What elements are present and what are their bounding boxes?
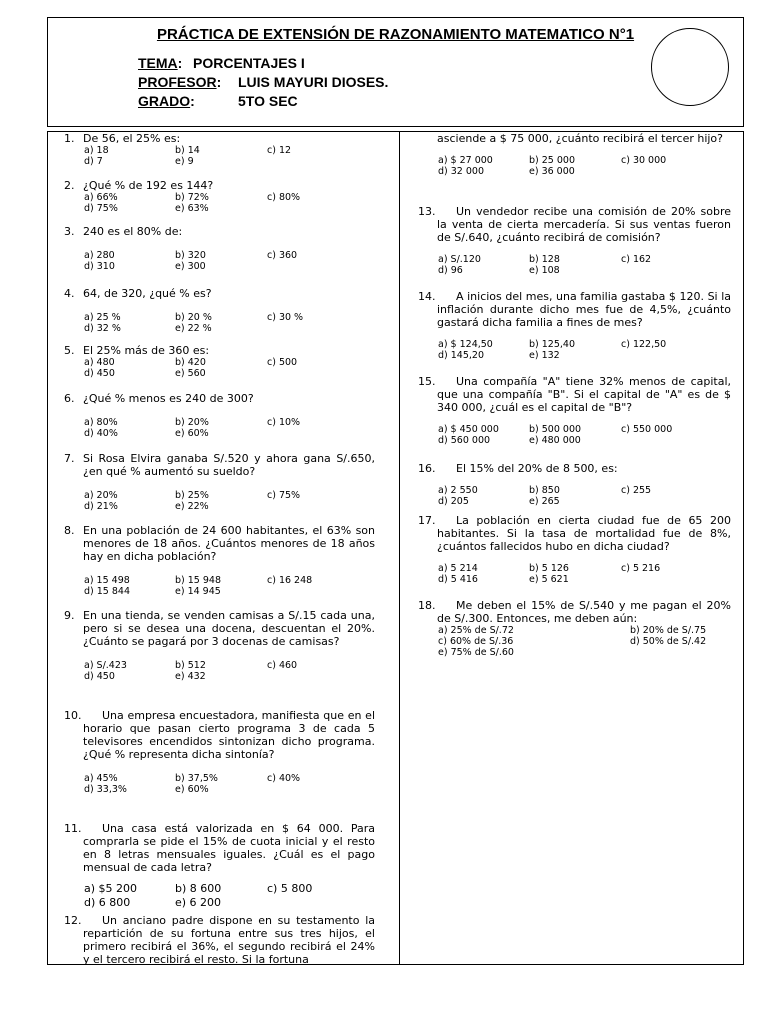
- answer-option[interactable]: a) 66%: [84, 192, 118, 203]
- answer-option[interactable]: d) 560 000: [438, 435, 491, 446]
- question-number: 15.: [418, 375, 436, 388]
- answer-option[interactable]: a) S/.423: [84, 660, 127, 671]
- options-row: [64, 773, 375, 784]
- answer-option[interactable]: d) 5 416: [438, 574, 478, 585]
- options-row: [418, 574, 731, 585]
- answer-option[interactable]: e) 60%: [175, 428, 209, 439]
- options-group: [418, 485, 731, 507]
- options-row: [64, 882, 375, 896]
- answer-option[interactable]: e) 36 000: [529, 166, 575, 177]
- question-body: En una población de 24 600 habitantes, el 63% son menores de 18 años. ¿Cuántos menores de 18 años hay en dicha población?: [83, 524, 375, 563]
- answer-option[interactable]: d) 32 %: [84, 323, 121, 334]
- question-number: 1.: [64, 132, 75, 145]
- options-group: [64, 575, 375, 597]
- answer-option[interactable]: d) 450: [84, 368, 115, 379]
- answer-option[interactable]: c) 5 216: [621, 563, 661, 574]
- answer-option[interactable]: b) 25%: [175, 490, 209, 501]
- question-number: 17.: [418, 514, 436, 527]
- question-body: La población en cierta ciudad fue de 65 200 habitantes. Si la tasa de mortalidad fue de 8%, ¿cuántos fallecidos hubo en dicha ciudad?: [437, 514, 731, 553]
- options-group: [64, 357, 375, 379]
- answer-option[interactable]: e) 265: [529, 496, 560, 507]
- answer-option[interactable]: a) S/.120: [438, 254, 481, 265]
- answer-option[interactable]: d) 205: [438, 496, 469, 507]
- question-3: [64, 225, 375, 272]
- options-row: [418, 350, 731, 361]
- question-text: [64, 392, 375, 405]
- options-group: [64, 312, 375, 334]
- answer-option[interactable]: b) 20 %: [175, 312, 212, 323]
- answer-option[interactable]: d) 40%: [84, 428, 118, 439]
- header-box: [47, 17, 744, 127]
- question-text: [418, 514, 731, 553]
- options-row: [418, 435, 731, 446]
- question-number: 9.: [64, 609, 75, 622]
- answer-option[interactable]: e) 22 %: [175, 323, 212, 334]
- question-body: De 56, el 25% es:: [83, 132, 181, 145]
- question-body: ¿Qué % de 192 es 144?: [83, 179, 214, 192]
- question-body: Un vendedor recibe una comisión de 20% sobre la venta de cierta mercadería. Si sus ventas fueron de S/.640, ¿cuánto recibirá de comisión?: [437, 205, 731, 244]
- answer-option[interactable]: a) 25% de S/.72: [438, 625, 514, 636]
- answer-option[interactable]: c) 122,50: [621, 339, 667, 350]
- answer-option[interactable]: d) 96: [438, 265, 463, 276]
- options-row: [418, 625, 731, 636]
- question-5: [64, 344, 375, 379]
- question-body: Una casa está valorizada en $ 64 000. Para comprarla se pide el 15% de cuota inicial y el resto en 8 letras mensuales iguales. ¿Cuál es el pago mensual de cada letra?: [83, 822, 375, 874]
- options-group: [418, 563, 731, 585]
- question-1: [64, 132, 375, 167]
- answer-option[interactable]: d) 21%: [84, 501, 118, 512]
- options-row: [64, 368, 375, 379]
- answer-option[interactable]: b) 20% de S/.75: [630, 625, 707, 636]
- question-text: [64, 524, 375, 563]
- question-13: [418, 205, 731, 276]
- answer-option[interactable]: d) 32 000: [438, 166, 484, 177]
- answer-option[interactable]: b) 500 000: [529, 424, 582, 435]
- question-text: [418, 599, 731, 625]
- question-body: A inicios del mes, una familia gastaba $ 120. Si la inflación durante dicho mes fue de 4,5%, ¿cuánto gastará dicha familia a fines de mes?: [437, 290, 731, 329]
- options-row: [64, 490, 375, 501]
- question-text: [64, 179, 375, 192]
- options-row: [418, 166, 731, 177]
- options-row: [418, 424, 731, 435]
- options-group: [418, 155, 731, 177]
- answer-option[interactable]: e) 108: [529, 265, 560, 276]
- answer-option[interactable]: b) 8 600: [175, 882, 222, 895]
- question-body: Me deben el 15% de S/.540 y me pagan el 20% de S/.300. Entonces, me deben aún:: [437, 599, 731, 625]
- answer-option[interactable]: a) 20%: [84, 490, 118, 501]
- question-7: [64, 452, 375, 512]
- options-row: [64, 417, 375, 428]
- profesor-value: LUIS MAYURI DIOSES.: [238, 74, 389, 90]
- question-body: 240 es el 80% de:: [83, 225, 183, 238]
- answer-option[interactable]: b) 25 000: [529, 155, 575, 166]
- tema-label: TEMA: [138, 55, 178, 71]
- question-10: [64, 709, 375, 795]
- question-text: [64, 344, 375, 357]
- column-divider: [399, 132, 400, 964]
- options-row: [418, 647, 731, 658]
- question-body: ¿Qué % menos es 240 de 300?: [83, 392, 254, 405]
- options-row: [418, 265, 731, 276]
- question-number: 6.: [64, 392, 75, 405]
- answer-option[interactable]: b) 37,5%: [175, 773, 218, 784]
- answer-option[interactable]: e) 300: [175, 261, 206, 272]
- question-number: 14.: [418, 290, 436, 303]
- options-row: [64, 501, 375, 512]
- answer-option[interactable]: d) 33,3%: [84, 784, 127, 795]
- options-row: [64, 896, 375, 910]
- questions-box: [47, 131, 744, 965]
- options-row: [64, 660, 375, 671]
- answer-option[interactable]: d) 145,20: [438, 350, 484, 361]
- question-text: [64, 609, 375, 648]
- question-text: [64, 287, 375, 300]
- options-group: [418, 254, 731, 276]
- question-number: 8.: [64, 524, 75, 537]
- answer-option[interactable]: c) 40%: [267, 773, 301, 784]
- answer-option[interactable]: a) 480: [84, 357, 115, 368]
- answer-option[interactable]: c) 460: [267, 660, 298, 671]
- answer-option[interactable]: d) 6 800: [84, 896, 131, 909]
- answer-option[interactable]: d) 7: [84, 156, 103, 167]
- question-body: asciende a $ 75 000, ¿cuánto recibirá el tercer hijo?: [437, 132, 724, 145]
- question-8: [64, 524, 375, 597]
- answer-option[interactable]: b) 125,40: [529, 339, 575, 350]
- answer-option[interactable]: b) 128: [529, 254, 560, 265]
- answer-option[interactable]: e) 60%: [175, 784, 209, 795]
- question-body: Una empresa encuestadora, manifiesta que en el horario que pasan cierto programa 3 de cada 5 televisores encendidos sintonizan dicho programa. ¿Qué % representa dicha sintonía?: [83, 709, 375, 761]
- options-group: [64, 417, 375, 439]
- answer-option[interactable]: c) 360: [267, 250, 298, 261]
- answer-option[interactable]: e) 75% de S/.60: [438, 647, 514, 658]
- options-group: [64, 773, 375, 795]
- answer-option[interactable]: e) 63%: [175, 203, 209, 214]
- answer-option[interactable]: d) 50% de S/.42: [630, 636, 707, 647]
- answer-option[interactable]: c) 255: [621, 485, 652, 496]
- question-text: [418, 205, 731, 244]
- answer-option[interactable]: a) $ 450 000: [438, 424, 499, 435]
- options-row: [418, 563, 731, 574]
- answer-option[interactable]: b) 320: [175, 250, 206, 261]
- answer-option[interactable]: c) 60% de S/.36: [438, 636, 514, 647]
- options-row: [64, 192, 375, 203]
- question-9: [64, 609, 375, 682]
- options-row: [64, 156, 375, 167]
- answer-option[interactable]: a) 45%: [84, 773, 118, 784]
- question-body: En una tienda, se venden camisas a S/.15 cada una, pero si se desea una docena, descuentan el 20%. ¿Cuánto se pagará por 3 docenas de camisas?: [83, 609, 375, 648]
- question-text: [64, 132, 375, 145]
- question-body: El 25% más de 360 es:: [83, 344, 210, 357]
- answer-option[interactable]: b) 420: [175, 357, 206, 368]
- answer-option[interactable]: e) 9: [175, 156, 194, 167]
- options-row: [64, 203, 375, 214]
- answer-option[interactable]: a) 15 498: [84, 575, 130, 586]
- options-group: [64, 660, 375, 682]
- question-17: [418, 514, 731, 585]
- answer-option[interactable]: a) $5 200: [84, 882, 138, 895]
- options-row: [418, 636, 731, 647]
- options-row: [64, 250, 375, 261]
- answer-option[interactable]: a) 5 214: [438, 563, 478, 574]
- answer-option[interactable]: b) 72%: [175, 192, 209, 203]
- answer-option[interactable]: e) 14 945: [175, 586, 221, 597]
- options-row: [64, 671, 375, 682]
- options-row: [64, 586, 375, 597]
- profesor-label: PROFESOR: [138, 74, 217, 90]
- options-group: [64, 145, 375, 167]
- question-18: [418, 599, 731, 658]
- options-group: [64, 250, 375, 272]
- answer-option[interactable]: c) 75%: [267, 490, 301, 501]
- options-row: [418, 254, 731, 265]
- question-number: 4.: [64, 287, 75, 300]
- options-row: [64, 312, 375, 323]
- answer-option[interactable]: c) 30 %: [267, 312, 304, 323]
- answer-option[interactable]: d) 450: [84, 671, 115, 682]
- question-text: [418, 290, 731, 329]
- question-number: 11.: [64, 822, 82, 835]
- question-11: [64, 822, 375, 910]
- answer-option[interactable]: c) 550 000: [621, 424, 673, 435]
- answer-option[interactable]: a) 80%: [84, 417, 118, 428]
- answer-option[interactable]: a) 25 %: [84, 312, 121, 323]
- options-row: [64, 784, 375, 795]
- answer-option[interactable]: a) 280: [84, 250, 115, 261]
- question-number: 18.: [418, 599, 436, 612]
- question-number: 16.: [418, 462, 436, 475]
- answer-option[interactable]: c) 30 000: [621, 155, 667, 166]
- answer-option[interactable]: c) 10%: [267, 417, 301, 428]
- question-number: 5.: [64, 344, 75, 357]
- answer-option[interactable]: a) 18: [84, 145, 109, 156]
- question-text: [418, 462, 731, 475]
- question-number: 2.: [64, 179, 75, 192]
- answer-option[interactable]: e) 22%: [175, 501, 209, 512]
- options-group: [64, 192, 375, 214]
- answer-option[interactable]: d) 310: [84, 261, 115, 272]
- question-body: Un anciano padre dispone en su testamento la repartición de su fortuna entre sus tres hijos, el primero recibirá el 36%, el segundo recibirá el 24% y el tercero recibirá el resto. Si la fortuna: [83, 914, 375, 966]
- question-cont: [418, 132, 731, 177]
- answer-option[interactable]: a) $ 27 000: [438, 155, 493, 166]
- question-12: [64, 914, 375, 966]
- options-row: [418, 339, 731, 350]
- profesor-row: PROFESOR: LUIS MAYURI DIOSES.: [138, 74, 389, 90]
- question-number: 7.: [64, 452, 75, 465]
- answer-option[interactable]: e) 560: [175, 368, 206, 379]
- question-text: [418, 375, 731, 414]
- answer-option[interactable]: a) 2 550: [438, 485, 478, 496]
- answer-option[interactable]: e) 6 200: [175, 896, 222, 909]
- grado-value: 5TO SEC: [238, 93, 298, 109]
- answer-option[interactable]: b) 14: [175, 145, 200, 156]
- question-4: [64, 287, 375, 334]
- answer-option[interactable]: b) 15 948: [175, 575, 221, 586]
- answer-option[interactable]: e) 5 621: [529, 574, 569, 585]
- answer-option[interactable]: d) 15 844: [84, 586, 130, 597]
- question-number: 3.: [64, 225, 75, 238]
- answer-option[interactable]: b) 512: [175, 660, 206, 671]
- answer-option[interactable]: e) 132: [529, 350, 560, 361]
- question-text: [418, 132, 731, 145]
- question-body: Una compañía "A" tiene 32% menos de capital, que una compañía "B". Si el capital de "A" es de $ 340 000, ¿cuál es el capital de "B"?: [437, 375, 731, 414]
- answer-option[interactable]: e) 432: [175, 671, 206, 682]
- answer-option[interactable]: a) $ 124,50: [438, 339, 493, 350]
- question-body: Si Rosa Elvira ganaba S/.520 y ahora gana S/.650, ¿en qué % aumentó su sueldo?: [83, 452, 375, 478]
- question-text: [64, 709, 375, 761]
- answer-option[interactable]: c) 12: [267, 145, 292, 156]
- options-row: [64, 428, 375, 439]
- grade-circle: [651, 28, 729, 106]
- question-text: [64, 914, 375, 966]
- question-text: [64, 822, 375, 874]
- question-6: [64, 392, 375, 439]
- question-16: [418, 462, 731, 507]
- answer-option[interactable]: d) 75%: [84, 203, 118, 214]
- answer-option[interactable]: c) 500: [267, 357, 298, 368]
- question-body: El 15% del 20% de 8 500, es:: [456, 462, 618, 475]
- answer-option[interactable]: b) 5 126: [529, 563, 569, 574]
- page-title: PRÁCTICA DE EXTENSIÓN DE RAZONAMIENTO MATEMATICO N°1: [156, 26, 635, 43]
- answer-option[interactable]: e) 480 000: [529, 435, 581, 446]
- options-row: [64, 145, 375, 156]
- options-group: [64, 882, 375, 910]
- answer-option[interactable]: b) 850: [529, 485, 560, 496]
- question-text: [64, 225, 375, 238]
- grado-row: GRADO: 5TO SEC: [138, 93, 298, 109]
- question-15: [418, 375, 731, 446]
- options-group: [64, 490, 375, 512]
- answer-option[interactable]: c) 162: [621, 254, 652, 265]
- tema-row: TEMA: PORCENTAJES I: [138, 55, 305, 71]
- answer-option[interactable]: c) 5 800: [267, 882, 313, 895]
- options-group: [418, 424, 731, 446]
- answer-option[interactable]: c) 80%: [267, 192, 301, 203]
- options-row: [418, 155, 731, 166]
- question-14: [418, 290, 731, 361]
- question-text: [64, 452, 375, 478]
- tema-value: PORCENTAJES I: [193, 55, 305, 71]
- answer-option[interactable]: c) 16 248: [267, 575, 313, 586]
- options-row: [64, 323, 375, 334]
- options-row: [64, 261, 375, 272]
- options-row: [418, 496, 731, 507]
- options-group: [418, 625, 731, 658]
- question-number: 10.: [64, 709, 82, 722]
- question-number: 13.: [418, 205, 436, 218]
- options-row: [64, 575, 375, 586]
- options-row: [64, 357, 375, 368]
- options-group: [418, 339, 731, 361]
- question-number: 12.: [64, 914, 82, 927]
- question-2: [64, 179, 375, 214]
- grado-label: GRADO: [138, 93, 191, 109]
- answer-option[interactable]: b) 20%: [175, 417, 209, 428]
- question-body: 64, de 320, ¿qué % es?: [83, 287, 212, 300]
- options-row: [418, 485, 731, 496]
